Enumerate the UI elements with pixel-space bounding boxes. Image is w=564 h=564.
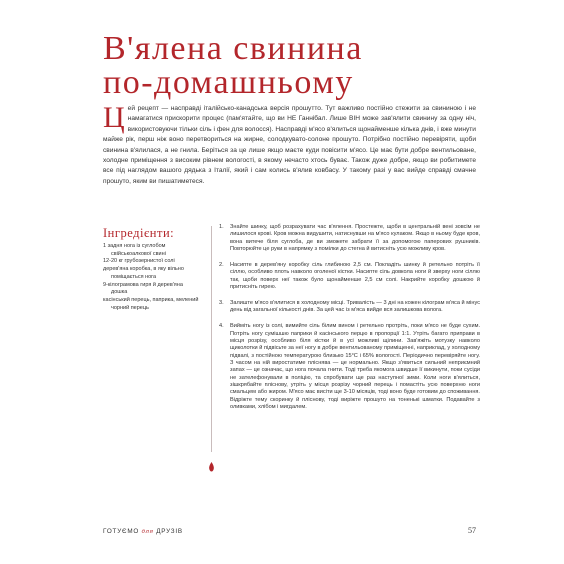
step-number: 1. <box>219 224 224 230</box>
ingredient-item: 9-кілограмова гиря й дерев'яна дошка <box>103 281 183 296</box>
method-steps <box>219 224 482 420</box>
footer-word-2: для <box>141 529 154 535</box>
recipe-intro <box>103 101 476 187</box>
recipe-title-line-1: В'ялена свинина <box>103 30 363 67</box>
step-text: Знайте шинку, щоб розрахувати час в'ялення. Простежте, щоби в центральній вені зовсім не лишилося крові. Кров можна видушити, натиснувши на м'ясо кулаком. Якщо в ньому буде кров, вона витече біля суглоба, де ви зможете забрати її за допомогою паперових рушників. Повторюйте це руки в напрямку з помілки до стегна й витисніть усю можливу кров. <box>230 224 480 253</box>
method-step <box>219 262 482 291</box>
blood-drip-icon <box>208 448 215 472</box>
ingredient-item: дерев'яна коробка, в яку вільно поміщається нога <box>103 266 184 280</box>
step-number: 2. <box>219 261 224 268</box>
step-text: Залиште м'ясо в'ялитися в холодному місці. Тривалість — 3 дні на кожен кілограм м'яса й мінус день від загальної кількості днів. За цей час із м'яса вийде вся залишкова волога. <box>230 299 480 314</box>
recipe-title <box>103 32 483 100</box>
ingredients-list <box>103 243 199 313</box>
method-step <box>219 224 482 253</box>
footer-word-3: ДРУЗІВ <box>156 528 183 535</box>
ingredient-item: 1 задня нога із суглобом свійськоалкової свині <box>103 243 166 257</box>
drop-cap: Ц <box>103 101 125 134</box>
method-step <box>219 300 482 315</box>
recipe-title-line-2: по-домашньому <box>103 64 354 101</box>
ingredient-item: 12-20 кг грубозернистої солі <box>103 258 175 265</box>
running-footer <box>103 528 183 535</box>
intro-text: ей рецепт — насправді італійсько-канадська версія прошутто. Тут важливо постійно стежити за свининою і не намагатися прискорити процес (пам'ятайте, що ви НЕ Ганнібал. Лише ВІН може зав'ялити свинину за одну ніч, використовуючи тільки сіль і фен для волосся). Насправді м'ясо в'ялиться щонайменше кілька днів, і вже минути майже рік, перш ніж воно перетвориться на жирне, солодкувато-солоне прошуто. Потрібно постійно перевіряти, щоби свинина в'ялилася, а не гнила. Беріться за це лише якщо маєте куди повісити м'ясо. Це має бути добре вентильоване, холодне приміщення з високим рівнем вологості, в якому нечасто хтось буває. Також дуже добре, якщо ви робитимете все під наглядом вашого дядька з Італії, який і сам колись в'ялив ковбасу. У такому разі у вас вийде справді смачне прошуто, яким ви пишатиметеся. <box>103 105 476 185</box>
column-divider <box>211 226 212 452</box>
page-number: 57 <box>468 526 476 535</box>
ingredient-item: касінський перець, паприка, мелений чорний перець <box>103 297 199 311</box>
footer-word-1: ГОТУЄМО <box>103 528 140 535</box>
step-text: Насипте в дерев'яну коробку сіль глибиною 2,5 см. Покладіть шинку й ретельно потріть її сіллю, особливо плоть навколо оголеної кістки. Насипте сіль довкола ноги й зверху ноги сіллю так, щоби поверх неї також було щонайменше 2,5 см солі. Накрийте коробку дошкою й притисніть гирею. <box>230 261 480 290</box>
method-step <box>219 323 482 411</box>
step-text: Вийміть ногу із солі, вимийте сіль білим вином і ретельно протріть, поки м'ясо не буде сухим. Потріть ногу сумішшю паприки й касінського перцю в пропорції 1:1. Утріть багато приправи в місця розрізу, особливо біля кістки й в усі можливі щілини. Зав'яжіть мотузку навколо щиколотки й підвісьте за неї ногу в добре вентильованому приміщенні, наприклад, у холодному підвалі, з постійною температурою близько 15°C і 65% вологості. Періодично перевіряйте ногу. З часом на ній виростатиме пліснява — це нормально. Якщо з'явиться сильний неприємний запах — це означає, що нога почала гнити. Тоді треба якомога швидше її викинути, поки сусіди не зателефонували в поліцію, та спробувати ще раз наступної зими. Коли ноги в'ялиться, зішкрябайте пліснову, утріть у місця розрізу чорний перець і помастіть усю поверхню ноги смальцем або жиром. М'ясо має висіти ще 3-10 місяців, тоді воно буде готовим до споживання. Відріжте тему скоринку й пліснову, тоді виріжте прошуто на тоненькі шматки. Подавайте з оливками, хлібом і мигдалем. <box>230 323 480 410</box>
ingredients-heading: Інгредієнти: <box>103 226 175 240</box>
step-number: 3. <box>219 299 224 306</box>
step-number: 4. <box>219 323 224 330</box>
